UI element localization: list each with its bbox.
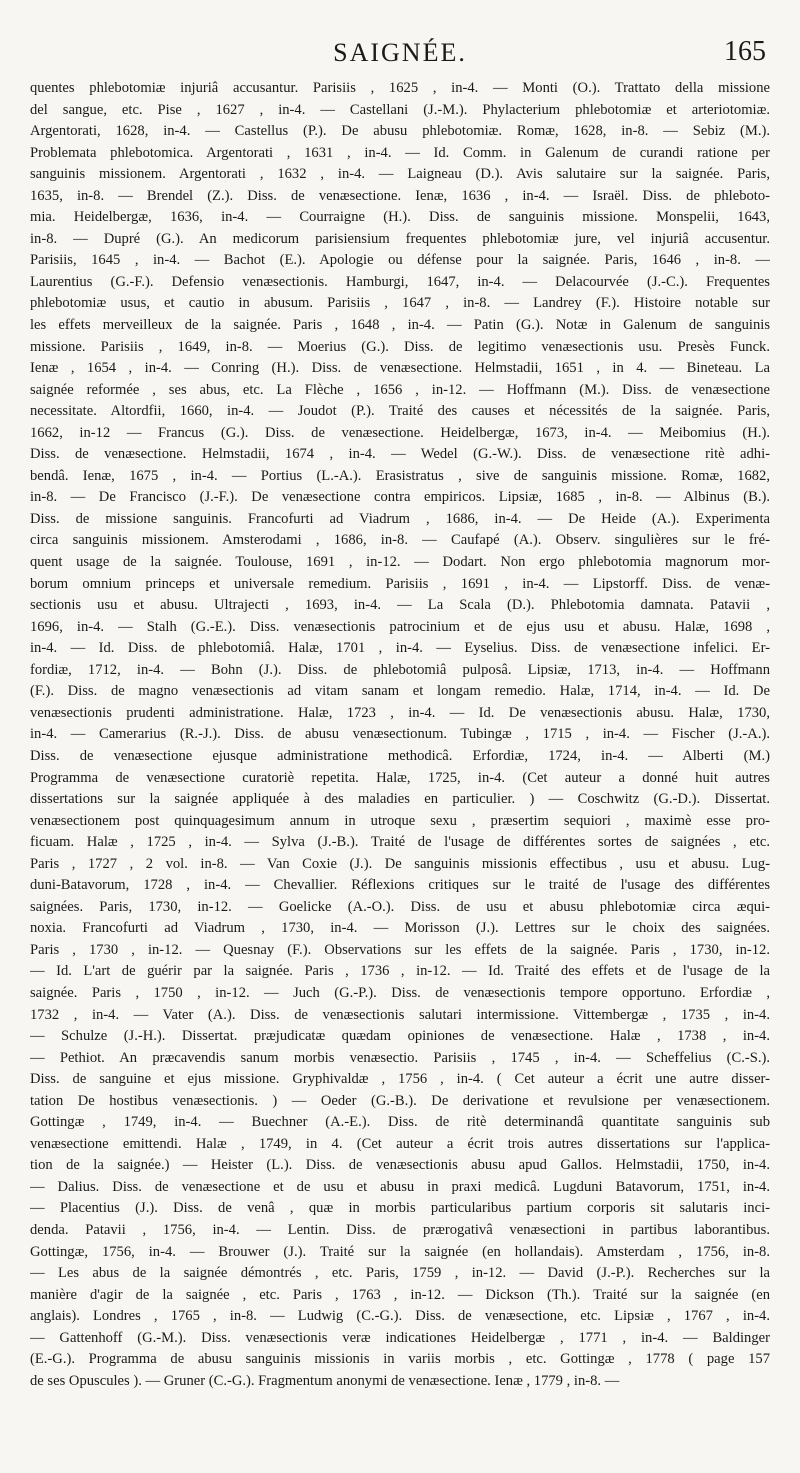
- text-line: ficuam. Halæ , 1725 , in-4. — Sylva (J.-B.). Traité de l'usage de différentes sortes de saignées , etc.: [30, 834, 770, 851]
- text-line: Problemata phlebotomica. Argentorati , 1631 , in-4. — Id. Comm. in Galenum de curandi ratione per: [30, 144, 770, 161]
- text-line: — Placentius (J.). Diss. de venâ , quæ in morbis particularibus partium corporis sit salutaris inci-: [30, 1200, 770, 1217]
- text-line: in-4. — Camerarius (R.-J.). Diss. de abusu venæsectionum. Tubingæ , 1715 , in-4. — Fischer (J.-A.).: [30, 726, 770, 743]
- text-line: Diss. de venæsectione. Helmstadii, 1674 , in-4. — Wedel (G.-W.). Diss. de venæsectione ritè adhi-: [30, 446, 770, 463]
- text-line: necessitate. Altordfii, 1660, in-4. — Joudot (P.). Traité des causes et nécessités de la saignée. Paris,: [30, 403, 770, 420]
- text-line: mia. Heidelbergæ, 1636, in-4. — Courraigne (H.). Diss. de sanguinis missione. Monspelii, 1643,: [30, 209, 770, 226]
- text-line: in-4. — Id. Diss. de phlebotomiâ. Halæ, 1701 , in-4. — Eyselius. Diss. de venæsectione infelici. Er-: [30, 640, 770, 657]
- text-line: de ses Opuscules ). — Gruner (C.-G.). Fragmentum anonymi de venæsectione. Ienæ , 1779 , in-8. —: [30, 1372, 620, 1389]
- text-line: sectionis usu et abusu. Ultrajecti , 1693, in-4. — La Scala (D.). Phlebotomia damnata. Patavii ,: [30, 597, 770, 614]
- text-line: — Les abus de la saignée démontrés , etc. Paris, 1759 , in-12. — David (J.-P.). Recherches sur la: [30, 1265, 770, 1282]
- text-line: del sangue, etc. Pise , 1627 , in-4. — Castellani (J.-M.). Phylacterium phlebotomiæ et arteriotomiæ.: [30, 101, 770, 118]
- text-line: tion de la saignée.) — Heister (L.). Diss. de venæsectionis abusu apud Gallos. Helmstadii, 1750, in-4.: [30, 1157, 770, 1174]
- text-line: Diss. de missione sanguinis. Francofurti ad Viadrum , 1686, in-4. — De Heide (A.). Experimenta: [30, 510, 770, 527]
- bibliography-text: [30, 78, 770, 1392]
- text-line: denda. Patavii , 1756, in-4. — Lentin. Diss. de prærogativâ venæsectioni in partibus laborantibus.: [30, 1221, 770, 1238]
- text-line: — Gattenhoff (G.-M.). Diss. venæsectionis veræ indicationes Heidelbergæ , 1771 , in-4. — Baldinger: [30, 1329, 770, 1346]
- text-line: — Schulze (J.-H.). Dissertat. præjudicatæ quædam opiniones de venæsectione. Halæ , 1738 , in-4.: [30, 1028, 770, 1045]
- text-line: borum omnium princeps et universale remedium. Parisiis , 1691 , in-4. — Lipstorff. Diss. de venæ-: [30, 575, 770, 592]
- text-line: Gottingæ, 1756, in-4. — Brouwer (J.). Traité sur la saignée (en hollandais). Amsterdam , 1756, in-8.: [30, 1243, 770, 1260]
- text-line: in-8. — De Francisco (J.-F.). De venæsectione contra empiricos. Lipsiæ, 1685 , in-8. — Albinus (B.).: [30, 489, 770, 506]
- page-header: [30, 38, 770, 74]
- text-line: noxia. Francofurti ad Viadrum , 1730, in-4. — Morisson (J.). Lettres sur le choix des saignées.: [30, 920, 770, 937]
- text-line: quentes phlebotomiæ injuriâ accusantur. Parisiis , 1625 , in-4. — Monti (O.). Trattato della missione: [30, 80, 770, 96]
- text-line: quent usage de la saignée. Toulouse, 1691 , in-12. — Dodart. Non ergo phlebotomia magnorum mor-: [30, 554, 770, 571]
- text-line: Parisiis, 1645 , in-4. — Bachot (E.). Apologie ou défense pour la saignée. Paris, 1646 , in-8. —: [30, 252, 770, 269]
- text-line: circa sanguinis missionem. Amsterodami , 1686, in-8. — Caufapé (A.). Observ. singulières sur le fré-: [30, 532, 770, 549]
- text-line: Paris , 1727 , 2 vol. in-8. — Van Coxie (J.). De sanguinis missionis effectibus , usu et abusu. Lug-: [30, 855, 770, 872]
- text-line: Diss. de sanguine et ejus missione. Gryphivaldæ , 1756 , in-4. ( Cet auteur a écrit une autre disser-: [30, 1071, 770, 1088]
- text-line: saignées. Paris, 1730, in-12. — Goelicke (A.-O.). Diss. de usu et abusu phlebotomiæ circa æqui-: [30, 898, 770, 915]
- text-line: Argentorati, 1628, in-4. — Castellus (P.). De abusu phlebotomiæ. Romæ, 1628, in-8. — Sebiz (M.).: [30, 123, 770, 140]
- text-line: Paris , 1730 , in-12. — Quesnay (F.). Observations sur les effets de la saignée. Paris , 1730, in-12.: [30, 941, 770, 958]
- text-line: bendâ. Ienæ, 1675 , in-4. — Portius (L.-A.). Erasistratus , sive de sanguinis missione. Romæ, 1682,: [30, 467, 770, 484]
- text-line: saignée. Paris , 1750 , in-12. — Juch (G.-P.). Diss. de venæsectionis tempore opportuno. Erfordiæ ,: [30, 984, 770, 1001]
- text-line: les effets merveilleux de la saignée. Paris , 1648 , in-4. — Patin (G.). Notæ in Galenum de sanguinis: [30, 317, 770, 334]
- text-line: Diss. de venæsectione ejusque administratione methodicâ. Erfordiæ, 1724, in-4. — Alberti (M.): [30, 747, 770, 764]
- text-line: — Id. L'art de guérir par la saignée. Paris , 1736 , in-12. — Id. Traité des effets et de l'usage de la: [30, 963, 770, 980]
- running-title: SAIGNÉE.: [333, 38, 467, 67]
- text-line: Laurentius (G.-F.). Defensio venæsectionis. Hamburgi, 1647, in-4. — Delacourvée (J.-C.). Frequentes: [30, 273, 770, 290]
- text-line: Gottingæ , 1749, in-4. — Buechner (A.-E.). Diss. de ritè determinandâ quantitate sanguinis sub: [30, 1114, 770, 1131]
- text-line: 1662, in-12 — Francus (G.). Diss. de venæsectione. Heidelbergæ, 1673, in-4. — Meibomius (H.).: [30, 424, 770, 441]
- text-line: (E.-G.). Programma de abusu sanguinis missionis in variis morbis , etc. Gottingæ , 1778 ( page 157: [30, 1351, 770, 1368]
- text-line: saignée reformée , ses abus, etc. La Flèche , 1656 , in-12. — Hoffmann (M.). Diss. de venæsectione: [30, 381, 770, 398]
- text-line: venæsectione emittendi. Halæ , 1749, in 4. (Cet auteur a écrit trois autres dissertations sur l'applica-: [30, 1135, 770, 1152]
- text-line: sanguinis missionem. Argentorati , 1632 , in-4. — Laigneau (D.). Avis salutaire sur la saignée. Paris,: [30, 166, 770, 183]
- text-line: (F.). Diss. de magno venæsectionis ad vitam sanam et longam remedio. Halæ, 1714, in-4. — Id. De: [30, 683, 770, 700]
- text-line: in-8. — Dupré (G.). An medicorum parisiensium frequentes phlebotomiæ jure, vel injuriâ accusentur.: [30, 230, 770, 247]
- text-line: Programma de venæsectione curatoriè repetita. Halæ, 1725, in-4. (Cet auteur a donné huit autres: [30, 769, 770, 786]
- text-line: venæsectionis prudenti administratione. Halæ, 1723 , in-4. — Id. De venæsectionis abusu. Halæ, 1730,: [30, 704, 770, 721]
- text-line: fordiæ, 1712, in-4. — Bohn (J.). Diss. de phlebotomiâ pulposâ. Lipsiæ, 1713, in-4. — Hoffmann: [30, 661, 770, 678]
- text-line: 1732 , in-4. — Vater (A.). Diss. de venæsectionis salutari intermissione. Vittembergæ , 1735 , in-4.: [30, 1006, 770, 1023]
- text-line: — Pethiot. An præcavendis sanum morbis venæsectio. Parisiis , 1745 , in-4. — Scheffelius (C.-S.).: [30, 1049, 770, 1066]
- text-line: missione. Parisiis , 1649, in-8. — Moerius (G.). Diss. de legitimo venæsectionis usu. Presès Funck.: [30, 338, 770, 355]
- text-line: venæsectionem post quinquagesimum annum in utroque sexu , præsertim sequiori , maximè esse pro-: [30, 812, 770, 829]
- text-line: Ienæ , 1654 , in-4. — Conring (H.). Diss. de venæsectione. Helmstadii, 1651 , in 4. — Bineteau. La: [30, 360, 770, 377]
- text-line: anglais). Londres , 1765 , in-8. — Ludwig (C.-G.). Diss. de venæsectione, etc. Lipsiæ , 1767 , in-4.: [30, 1308, 770, 1325]
- text-line: tation De hostibus venæsectionis. ) — Oeder (G.-B.). De derivatione et revulsione per venæsectionem.: [30, 1092, 770, 1109]
- text-line: 1635, in-8. — Brendel (Z.). Diss. de venæsectione. Ienæ, 1636 , in-4. — Israël. Diss. de phleboto-: [30, 187, 770, 204]
- text-line: 1696, in-4. — Stalh (G.-E.). Diss. venæsectionis patrocinium et de ejus usu et abusu. Halæ, 1698 ,: [30, 618, 770, 635]
- text-line: dissertations sur la saignée appliquée à des maladies en particulier. ) — Coschwitz (G.-D.). Dissertat.: [30, 791, 770, 808]
- text-line: manière d'agir de la saignée , etc. Paris , 1763 , in-12. — Dickson (Th.). Traité sur la saignée (en: [30, 1286, 770, 1303]
- page-number: 165: [724, 36, 766, 67]
- text-line: — Dalius. Diss. de venæsectione et de usu et abusu in praxi medicâ. Lugduni Batavorum, 1751, in-4.: [30, 1178, 770, 1195]
- text-line: phlebotomiæ usus, et cautio in abusum. Parisiis , 1647 , in-8. — Landrey (F.). Histoire notable sur: [30, 295, 770, 312]
- text-line: duni-Batavorum, 1728 , in-4. — Chevallier. Réflexions critiques sur le traité de l'usage des différentes: [30, 877, 770, 894]
